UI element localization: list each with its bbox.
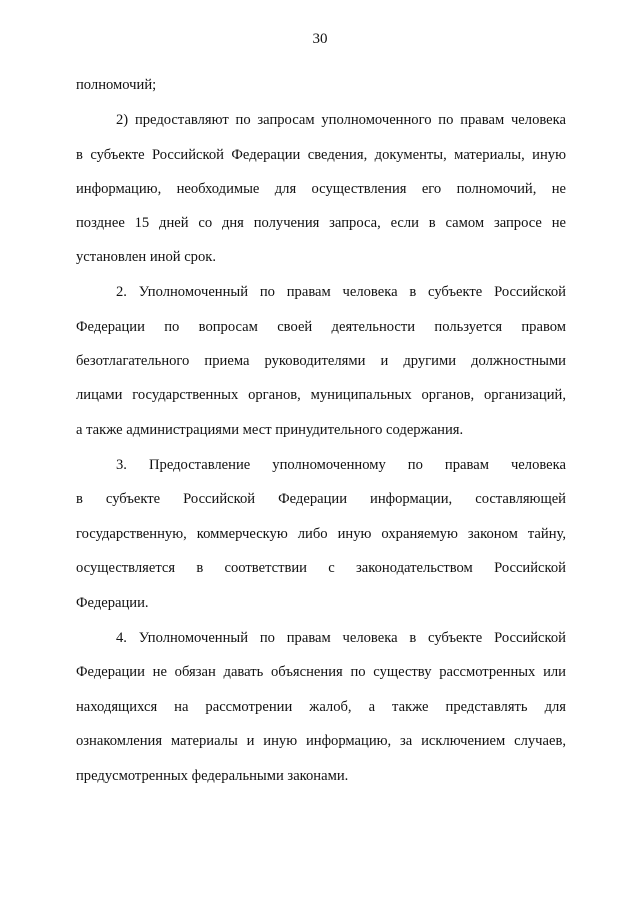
text-line: лицами государственных органов, муниципальных органов, организаций, — [76, 387, 566, 403]
text-line: полномочий; — [76, 77, 157, 93]
text-line: Федерации. — [76, 595, 149, 611]
text-line: предусмотренных федеральными законами. — [76, 768, 349, 784]
text-line: позднее 15 дней со дня получения запроса, если в самом запросе не — [76, 215, 566, 231]
text-line: Федерации по вопросам своей деятельности пользуется правом — [76, 319, 566, 335]
text-line: 2. Уполномоченный по правам человека в субъекте Российской — [116, 284, 566, 300]
text-line: осуществляется в соответствии с законодательством Российской — [76, 560, 566, 576]
text-line: ознакомления материалы и иную информацию, за исключением случаев, — [76, 733, 566, 749]
text-line: установлен иной срок. — [76, 249, 217, 265]
text-line: в субъекте Российской Федерации информации, составляющей — [76, 491, 566, 507]
text-line: а также администрациями мест принудительного содержания. — [76, 422, 464, 438]
page-number: 30 — [312, 31, 328, 47]
text-line: Федерации не обязан давать объяснения по существу рассмотренных или — [76, 664, 566, 680]
text-line: находящихся на рассмотрении жалоб, а также представлять для — [76, 699, 566, 715]
text-line: 4. Уполномоченный по правам человека в субъекте Российской — [116, 630, 566, 646]
text-line: в субъекте Российской Федерации сведения, документы, материалы, иную — [76, 147, 566, 163]
text-line: государственную, коммерческую либо иную охраняемую законом тайну, — [76, 526, 566, 542]
text-line: безотлагательного приема руководителями и другими должностными — [76, 353, 566, 369]
text-line: 3. Предоставление уполномоченному по правам человека — [116, 457, 566, 473]
text-line: 2) предоставляют по запросам уполномоченного по правам человека — [116, 112, 566, 128]
text-line: информацию, необходимые для осуществления его полномочий, не — [76, 181, 566, 197]
